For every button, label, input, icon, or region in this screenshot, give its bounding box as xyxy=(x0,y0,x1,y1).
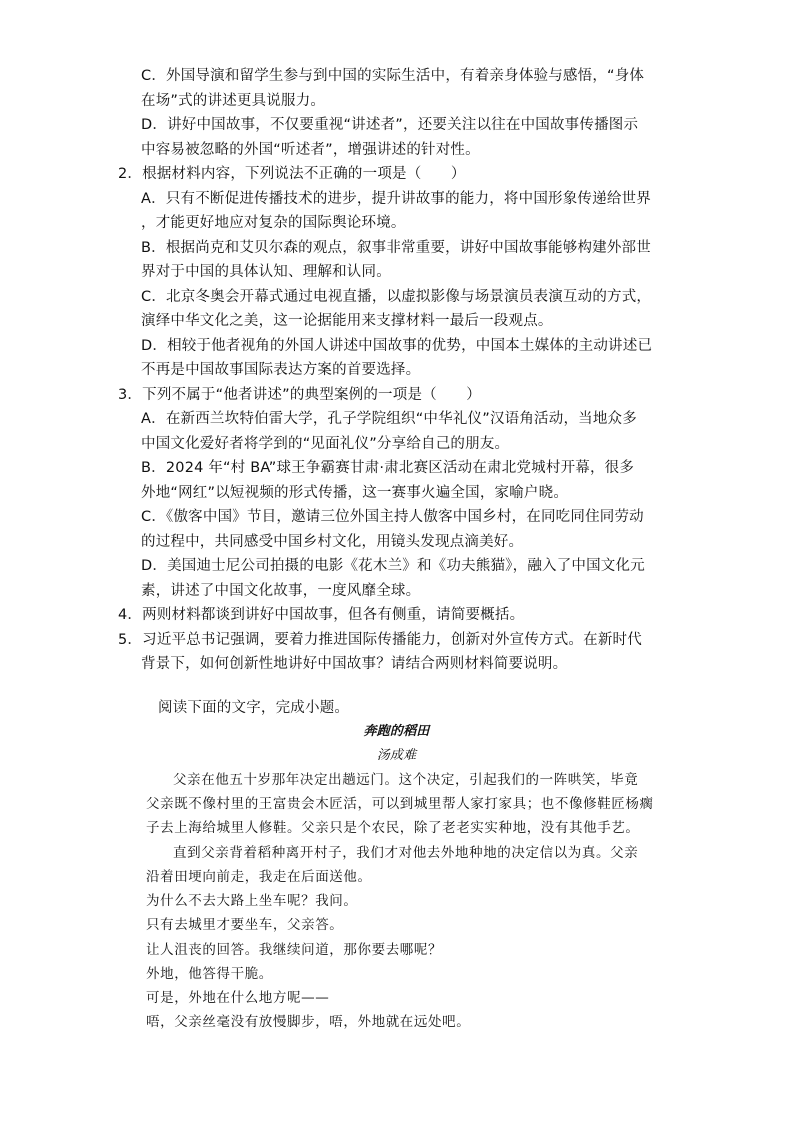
q3-stem: 3．下列不属于“他者讲述”的典型案例的一项是（ ） xyxy=(118,387,481,403)
q3-option-d-line1: D．美国迪士尼公司拍摄的电影《花木兰》和《功夫熊猫》，融入了中国文化元 xyxy=(141,558,645,574)
q2-option-a-line2: ，才能更好地应对复杂的国际舆论环境。 xyxy=(141,215,406,231)
q3-option-a-line1: A．在新西兰坎特伯雷大学，孔子学院组织“中华礼仪”汉语角活动，当地众多 xyxy=(141,411,637,427)
q3-option-d-line2: 素，讲述了中国文化故事，一度风靡全球。 xyxy=(141,583,421,599)
q2-option-b-line2: 界对于中国的具体认知、理解和认同。 xyxy=(141,264,391,280)
story-dialogue-4: 外地，他答得干脆。 xyxy=(146,966,273,982)
q1-option-d-line1: D．讲好中国故事，不仅要重视“讲述者”，还要关注以往在中国故事传播图示 xyxy=(141,117,639,133)
story-dialogue-1: 为什么不去大路上坐车呢？我问。 xyxy=(146,893,358,909)
reading-intro: 阅读下面的文字，完成小题。 xyxy=(158,700,350,716)
story-title: 奔跑的稻田 xyxy=(363,724,430,739)
q3-option-b-line1: B．2024 年“村 BA”球王争霸赛甘肃·肃北赛区活动在肃北党城村开幕，很多 xyxy=(141,460,635,476)
q2-option-b-line1: B．根据尚克和艾贝尔森的观点，叙事非常重要，讲好中国故事能够构建外部世 xyxy=(141,240,651,256)
q2-option-c-line1: C．北京冬奥会开幕式通过电视直播，以虚拟影像与场景演员表演互动的方式， xyxy=(141,289,652,305)
q3-option-c-line1: C．《傲客中国》节目，邀请三位外国主持人傲客中国乡村，在同吃同住同劳动 xyxy=(141,509,644,525)
q5-stem-line2: 背景下，如何创新性地讲好中国故事？请结合两则材料简要说明。 xyxy=(141,656,568,672)
q2-stem: 2．根据材料内容，下列说法不正确的一项是（ ） xyxy=(118,166,466,182)
q4-stem: 4．两则材料都谈到讲好中国故事，但各有侧重，请简要概括。 xyxy=(118,607,525,623)
story-p1-line3: 子去上海给城里人修鞋。父亲只是个农民，除了老老实实种地，没有其他手艺。 xyxy=(146,820,640,836)
story-author: 汤成难 xyxy=(376,748,417,763)
story-p2-line1: 直到父亲背着稻种离开村子，我们才对他去外地种地的决定信以为真。父亲 xyxy=(173,845,639,861)
q1-option-d-line2: 中容易被忽略的外国“听述者”，增强讲述的针对性。 xyxy=(141,142,480,158)
q2-option-a-line1: A．只有不断促进传播技术的进步，提升讲故事的能力，将中国形象传递给世界 xyxy=(141,191,651,207)
q2-option-d-line2: 不再是中国故事国际表达方案的首要选择。 xyxy=(141,362,421,378)
story-dialogue-2: 只有去城里才要坐车，父亲答。 xyxy=(146,917,344,933)
q1-option-c-line1: C．外国导演和留学生参与到中国的实际生活中，有着亲身体验与感悟，“身体 xyxy=(141,68,645,84)
story-dialogue-3: 让人沮丧的回答。我继续问道，那你要去哪呢？ xyxy=(146,942,443,958)
q3-option-c-line2: 的过程中，共同感受中国乡村文化，用镜头发现点滴美好。 xyxy=(141,534,524,550)
story-p1-line2: 父亲既不像村里的王富贵会木匠活，可以到城里帮人家打家具；也不像修鞋匠杨瘸 xyxy=(146,796,654,812)
story-p2-line2: 沿着田埂向前走，我走在后面送他。 xyxy=(146,869,372,885)
story-dialogue-6: 唔，父亲丝毫没有放慢脚步，唔，外地就在远处吧。 xyxy=(146,1014,471,1030)
q1-option-c-line2: 在场”式的讲述更具说服力。 xyxy=(141,93,326,109)
story-p1-line1: 父亲在他五十岁那年决定出趟远门。这个决定，引起我们的一阵哄笑，毕竟 xyxy=(173,772,639,788)
q5-stem-line1: 5．习近平总书记强调，要着力推进国际传播能力，创新对外宣传方式。在新时代 xyxy=(118,632,642,648)
q3-option-a-line2: 中国文化爱好者将学到的“见面礼仪”分享给自己的朋友。 xyxy=(141,436,510,452)
story-dialogue-5: 可是，外地在什么地方呢—— xyxy=(146,990,330,1006)
q2-option-c-line2: 演绎中华文化之美，这一论据能用来支撑材料一最后一段观点。 xyxy=(141,313,553,329)
q3-option-b-line2: 外地“网红”以短视频的形式传播，这一赛事火遍全国，家喻户晓。 xyxy=(141,485,569,501)
q2-option-d-line1: D．相较于他者视角的外国人讲述中国故事的优势，中国本土媒体的主动讲述已 xyxy=(141,338,653,354)
